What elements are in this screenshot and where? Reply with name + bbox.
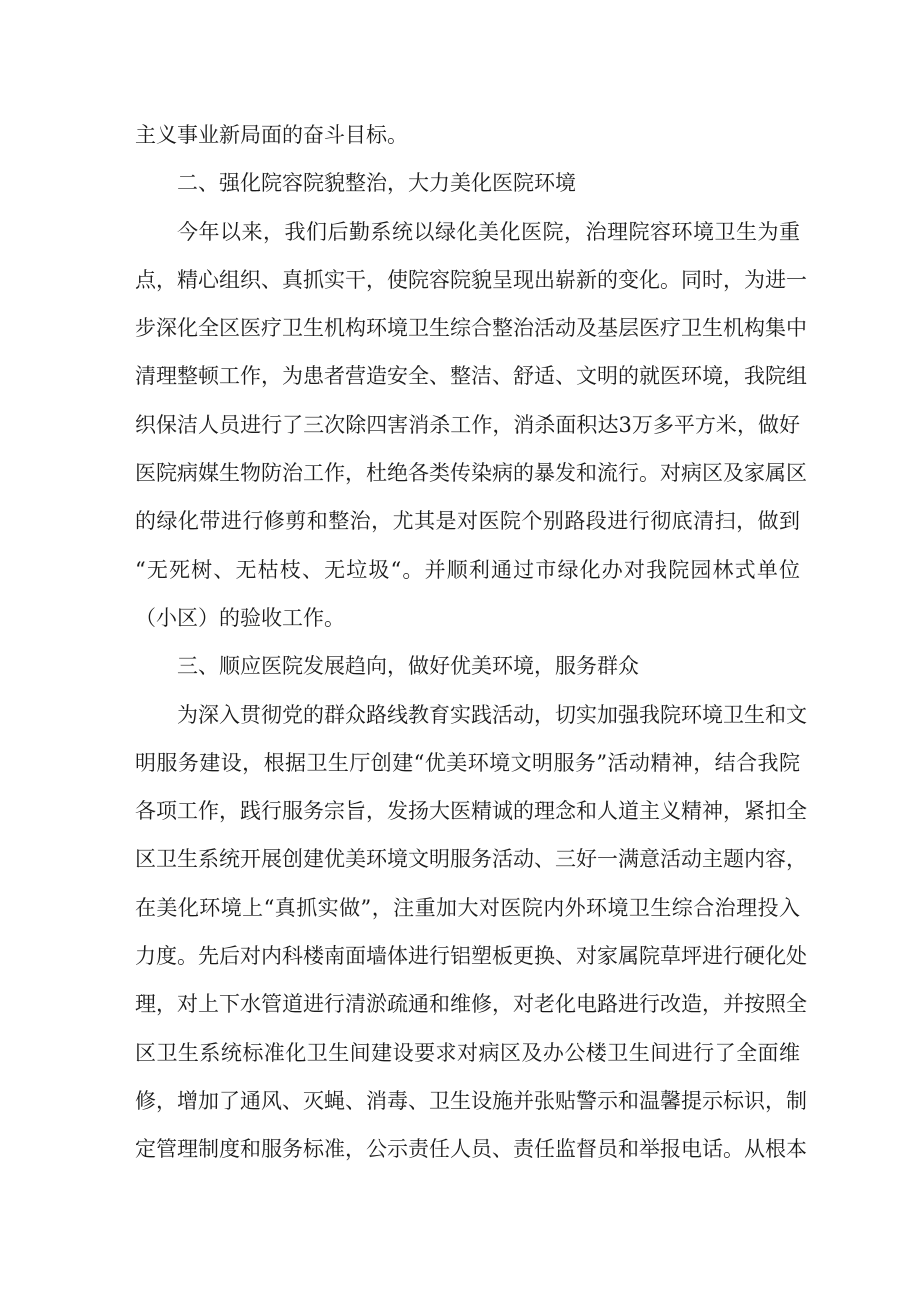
paragraph-line: 定管理制度和服务标准，公示责任人员、责任监督员和举报电话。从根本 xyxy=(135,1137,807,1162)
paragraph-line: 明服务建设，根据卫生厅创建“优美环境文明服务”活动精神，结合我院 xyxy=(135,750,800,775)
paragraph-line: 为深入贯彻党的群众路线教育实践活动，切实加强我院环境卫生和文 xyxy=(177,702,807,727)
section-heading-3: 三、顺应医院发展趋向，做好优美环境，服务群众 xyxy=(177,654,639,679)
paragraph-line: “无死树、无枯枝、无垃圾“。并顺利通过市绿化办对我院园林式单位 xyxy=(135,557,800,582)
paragraph-line: 理，对上下水管道进行清淤疏通和维修，对老化电路进行改造，并按照全 xyxy=(135,992,807,1017)
paragraph-line: 步深化全区医疗卫生机构环境卫生综合整治活动及基层医疗卫生机构集中 xyxy=(135,316,807,341)
paragraph-line: 区卫生系统开展创建优美环境文明服务活动、三好一满意活动主题内容， xyxy=(135,847,807,872)
paragraph-line: 的绿化带进行修剪和整治，尤其是对医院个别路段进行彻底清扫，做到 xyxy=(135,509,800,534)
paragraph-line: 织保洁人员进行了三次除四害消杀工作，消杀面积达3万多平方米，做好 xyxy=(135,412,800,437)
paragraph-line: 主义事业新局面的奋斗目标。 xyxy=(135,123,408,147)
paragraph-line: 清理整顿工作，为患者营造安全、整洁、舒适、文明的就医环境，我院组 xyxy=(135,364,807,389)
paragraph-line: 修，增加了通风、灭蝇、消毒、卫生设施并张贴警示和温馨提示标识，制 xyxy=(135,1088,807,1113)
paragraph-line: 在美化环境上“真抓实做”，注重加大对医院内外环境卫生综合治理投入 xyxy=(135,895,800,920)
paragraph-line: 力度。先后对内科楼南面墙体进行铝塑板更换、对家属院草坪进行硬化处 xyxy=(135,944,807,969)
paragraph-line: 医院病媒生物防治工作，杜绝各类传染病的暴发和流行。对病区及家属区 xyxy=(135,461,807,486)
paragraph-line: （小区）的验收工作。 xyxy=(135,605,345,630)
paragraph-line: 今年以来，我们后勤系统以绿化美化医院，治理院容环境卫生为重 xyxy=(177,219,800,244)
section-heading-2: 二、强化院容院貌整治，大力美化医院环境 xyxy=(177,171,576,196)
paragraph-line: 各项工作，践行服务宗旨，发扬大医精诚的理念和人道主义精神，紧扣全 xyxy=(135,799,807,824)
paragraph-line: 点，精心组织、真抓实干，使院容院貌呈现出崭新的变化。同时，为进一 xyxy=(135,267,807,292)
paragraph-line: 区卫生系统标准化卫生间建设要求对病区及办公楼卫生间进行了全面维 xyxy=(135,1040,800,1065)
